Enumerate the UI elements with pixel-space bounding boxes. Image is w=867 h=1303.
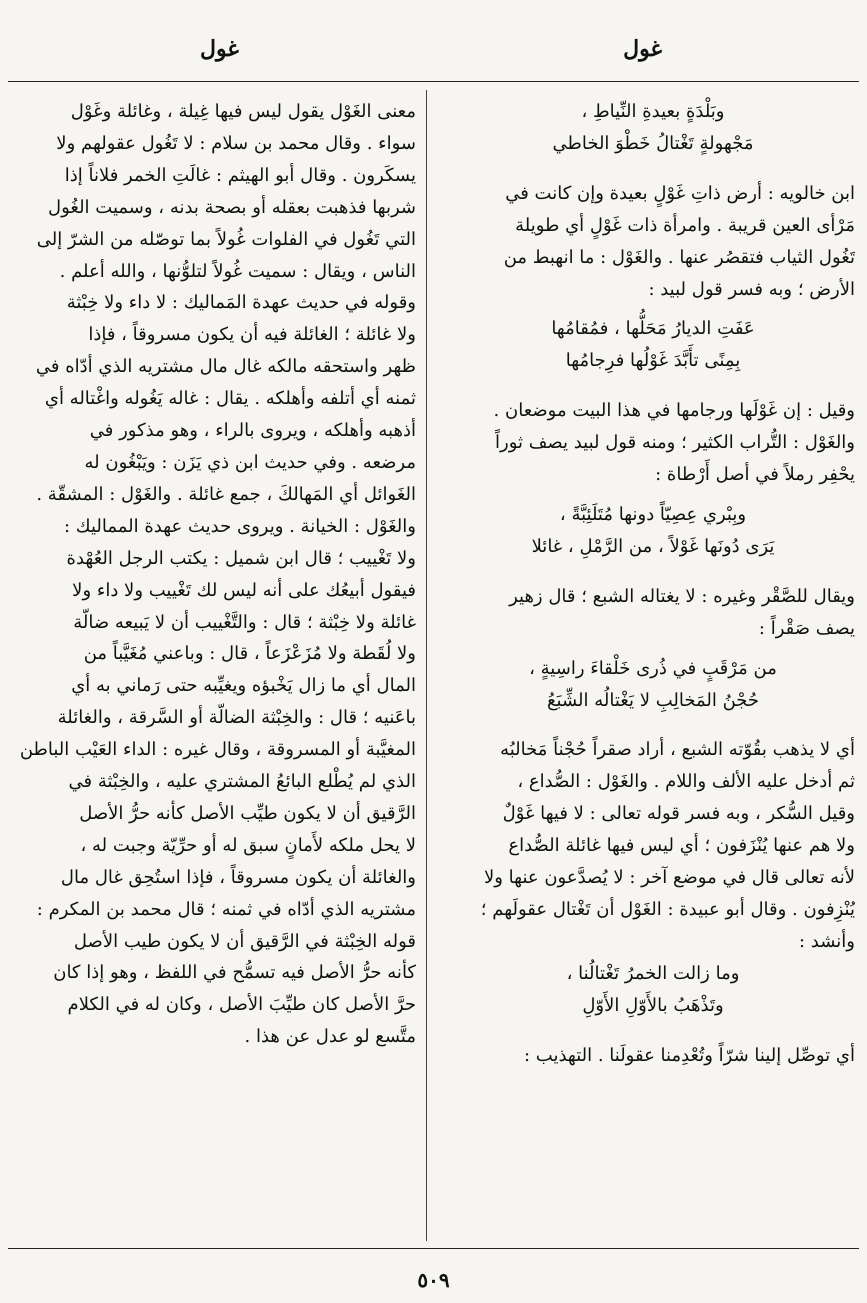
text-line: الأرض ؛ وبه فسر قول لبيد : [648, 278, 855, 300]
text-line: والغَوْل : الخيانة . ويروى حديث عهدة المماليك : [63, 515, 416, 537]
footer-rule [8, 1248, 859, 1249]
text-line: تَغُول الثياب فتقصُر عنها . والغَوْل : ما انهبط من [503, 246, 855, 268]
text-line: وقيل : إن غَوْلَها ورجامها في هذا البيت موضعان . [493, 400, 855, 422]
text-line: ولا لُقَطة ولا مُزَعْزَعاً ، قال : وباعني مُغَيَّباً من [83, 643, 416, 665]
text-line: معنى الغَوْل يقول ليس فيها غِيلة ، وغائلة وغَوْل [70, 101, 416, 122]
text-line: الذي لم يُطْلع البائعُ المشتري عليه ، والخِبْثة في [68, 771, 416, 793]
text-line: ولا تَغْييب ؛ قال ابن شميل : يكتب الرجل العُهْدة [66, 547, 416, 569]
right-column [451, 96, 855, 1246]
page-number: ٥٠٩ [417, 1268, 450, 1292]
verse-line: بِمِنًى تأَبَّدَ غَوْلُها فرِجامُها [565, 350, 741, 372]
text-line: الرَّقيق أن لا يكون طيِّب الأصل كأنه حرُّ الأصل [79, 802, 416, 824]
text-line: مشتريه الذي أدّاه في ثمنه ؛ قال محمد بن المكرم : [36, 898, 416, 920]
text-line: أي لا يذهب بقُوّته الشبع ، أراد صقراً حُجْناً مَخالبُه [500, 739, 855, 761]
text-line: ثم أدخل عليه الألف واللام . والغَوْل : الصُّداع ، [517, 771, 855, 793]
text-line: لا يحل ملكه لأَمانٍ سبق له أو حرِّيّة وجبت له ، [80, 834, 416, 856]
header-rule [8, 81, 859, 82]
text-line: وقوله في حديث عهدة المَماليك : لا داء ولا خِبْثة [66, 292, 416, 314]
text-line: ولا هم عنها يُنْزَفون ؛ أي ليس فيها غائلة الصُّداع [508, 835, 855, 857]
verse-line: يَرَى دُونَها غَوْلاً ، من الرَّمْلِ ، غائلا [531, 535, 775, 557]
text-line: ولا غائلة ؛ الغائلة فيه أن يكون مسروقاً ، فإذا [88, 324, 416, 346]
text-line: كأنه حرُّ الأصل فيه تسمُّح في اللفظ ، وهو إذا كان [53, 962, 416, 984]
header-headword-left: غول [200, 36, 239, 62]
verse-line: عَفَتِ الديارُ مَحَلُّها ، فمُقامُها [551, 318, 755, 340]
text-line: ابن خالويه : أرض ذاتِ غَوْلٍ بعيدة وإن كانت في [505, 182, 855, 204]
text-line: قوله الخِبْثة في الرَّقيق أن لا يكون طيب الأصل [73, 930, 416, 952]
text-line: أذهبه وأهلكه ، ويروى بالراء ، وهو مذكور في [89, 420, 416, 442]
text-line: ثمنه أي أتلفه وأهلكه . يقال : غاله يَغُوله واغْتاله أي [44, 388, 416, 410]
text-line: التي تَغُول في الفلوات غُولاً بما توصّله من الشرّ إلى [36, 228, 416, 250]
column-divider [426, 90, 427, 1241]
text-line: فيقول أبيعُك على أنه ليس لك تَغْييب ولا داء ولا [72, 579, 416, 601]
left-column [12, 96, 416, 1246]
text-line: سواء . وقال محمد بن سلام : لا تَغُول عقولهم ولا [56, 132, 416, 154]
text-line: الغَوائل أي المَهالكَ ، جمع غائلة . والغَوْل : المشقّة . [36, 483, 416, 505]
verse-line: وبَلْدَةٍ بعيدةِ النِّياطِ ، [581, 101, 725, 122]
text-line: وقيل السُّكر ، وبه فسر قوله تعالى : لا فيها غَوْلٌ [502, 803, 855, 825]
text-line: وأنشد : [799, 930, 855, 952]
text-line: الناس ، ويقال : سميت غُولاً لتلوُّنها ، والله أعلم . [59, 260, 416, 282]
text-line: غائلة ولا خِبْثة ؛ قال : والتَّغْييب أن لا يَبيعه ضالّة [73, 611, 416, 633]
verse-line: من مَرْقَبٍ في ذُرى خَلْقاءَ راسِيةٍ ، [529, 657, 777, 679]
verse-line: حُجْنُ المَخالِبِ لا يَغْتالُه الشِّبَعُ [546, 689, 760, 711]
verse-line: مَجْهولةٍ تَغْتالُ خَطْوَ الخاطي [552, 132, 754, 154]
text-line: ظهر واستحقه مالكه غال مال مشتريه الذي أدّاه في [35, 356, 416, 378]
text-line: المغيَّبة أو المسروقة ، وقال غيره : الداء العَيْب الباطن [19, 739, 416, 761]
text-line: متَّسع لو عدل عن هذا . [244, 1026, 416, 1048]
verse-line: وبِبْري عِصِيّاً دونها مُتَلَئِبَّةً ، [559, 503, 747, 525]
text-line: مرضعه . وفي حديث ابن ذي يَزَن : ويَبْغُون له [84, 451, 416, 473]
text-line: أي توصِّل إلينا شرّاً وتُعْدِمنا عقولَنا . التهذيب : [523, 1044, 855, 1066]
verse-line: وتَذْهَبُ بالأَوّلِ الأَوّلِ [582, 994, 724, 1016]
header-headword-right: غول [623, 36, 662, 62]
text-line: شربها فذهبت بعقله أو بصحة بدنه ، وسميت الغُول [48, 196, 416, 218]
text-line: باعَنيه ؛ قال : والخِبْثة الضالّة أو السَّرقة ، والغائلة [57, 707, 416, 729]
text-line: والغَوْل : التُّراب الكثير ؛ ومنه قول لبيد يصف ثوراً [495, 432, 855, 454]
text-line: يصف صَقْراً : [758, 617, 855, 639]
text-line: مَرْأى العين قريبة . وامرأة ذات غَوْلٍ أي طويلة [515, 214, 855, 236]
text-line: يسكَرون . وقال أبو الهيثم : غالَتِ الخمر فلاناً إذا [64, 164, 416, 186]
verse-line: وما زالت الخمرُ تَغْتالُنا ، [566, 962, 740, 984]
text-line: حرَّ الأصل كان طيِّبَ الأصل ، وكان له في الكلام [67, 994, 416, 1016]
text-line: المال أي ما زال يَخْبؤه ويغيِّبه حتى رَماني به أي [71, 675, 416, 697]
text-line: والغائلة أن يكون مسروقاً ، فإذا استُحِق غال مال [60, 866, 416, 888]
text-line: لأنه تعالى قال في موضع آخر : لا يُصدَّعون عنها ولا [483, 867, 855, 889]
text-line: ويقال للصَّقْر وغيره : لا يغتاله الشبع ؛ قال زهير [509, 585, 855, 607]
text-line: يُنْزِفون . وقال أبو عبيدة : الغَوْل أن تَغْتال عقولَهم ؛ [480, 898, 855, 920]
text-line: يحْفِر رملاً في أصل أَرْطاة : [655, 464, 855, 486]
